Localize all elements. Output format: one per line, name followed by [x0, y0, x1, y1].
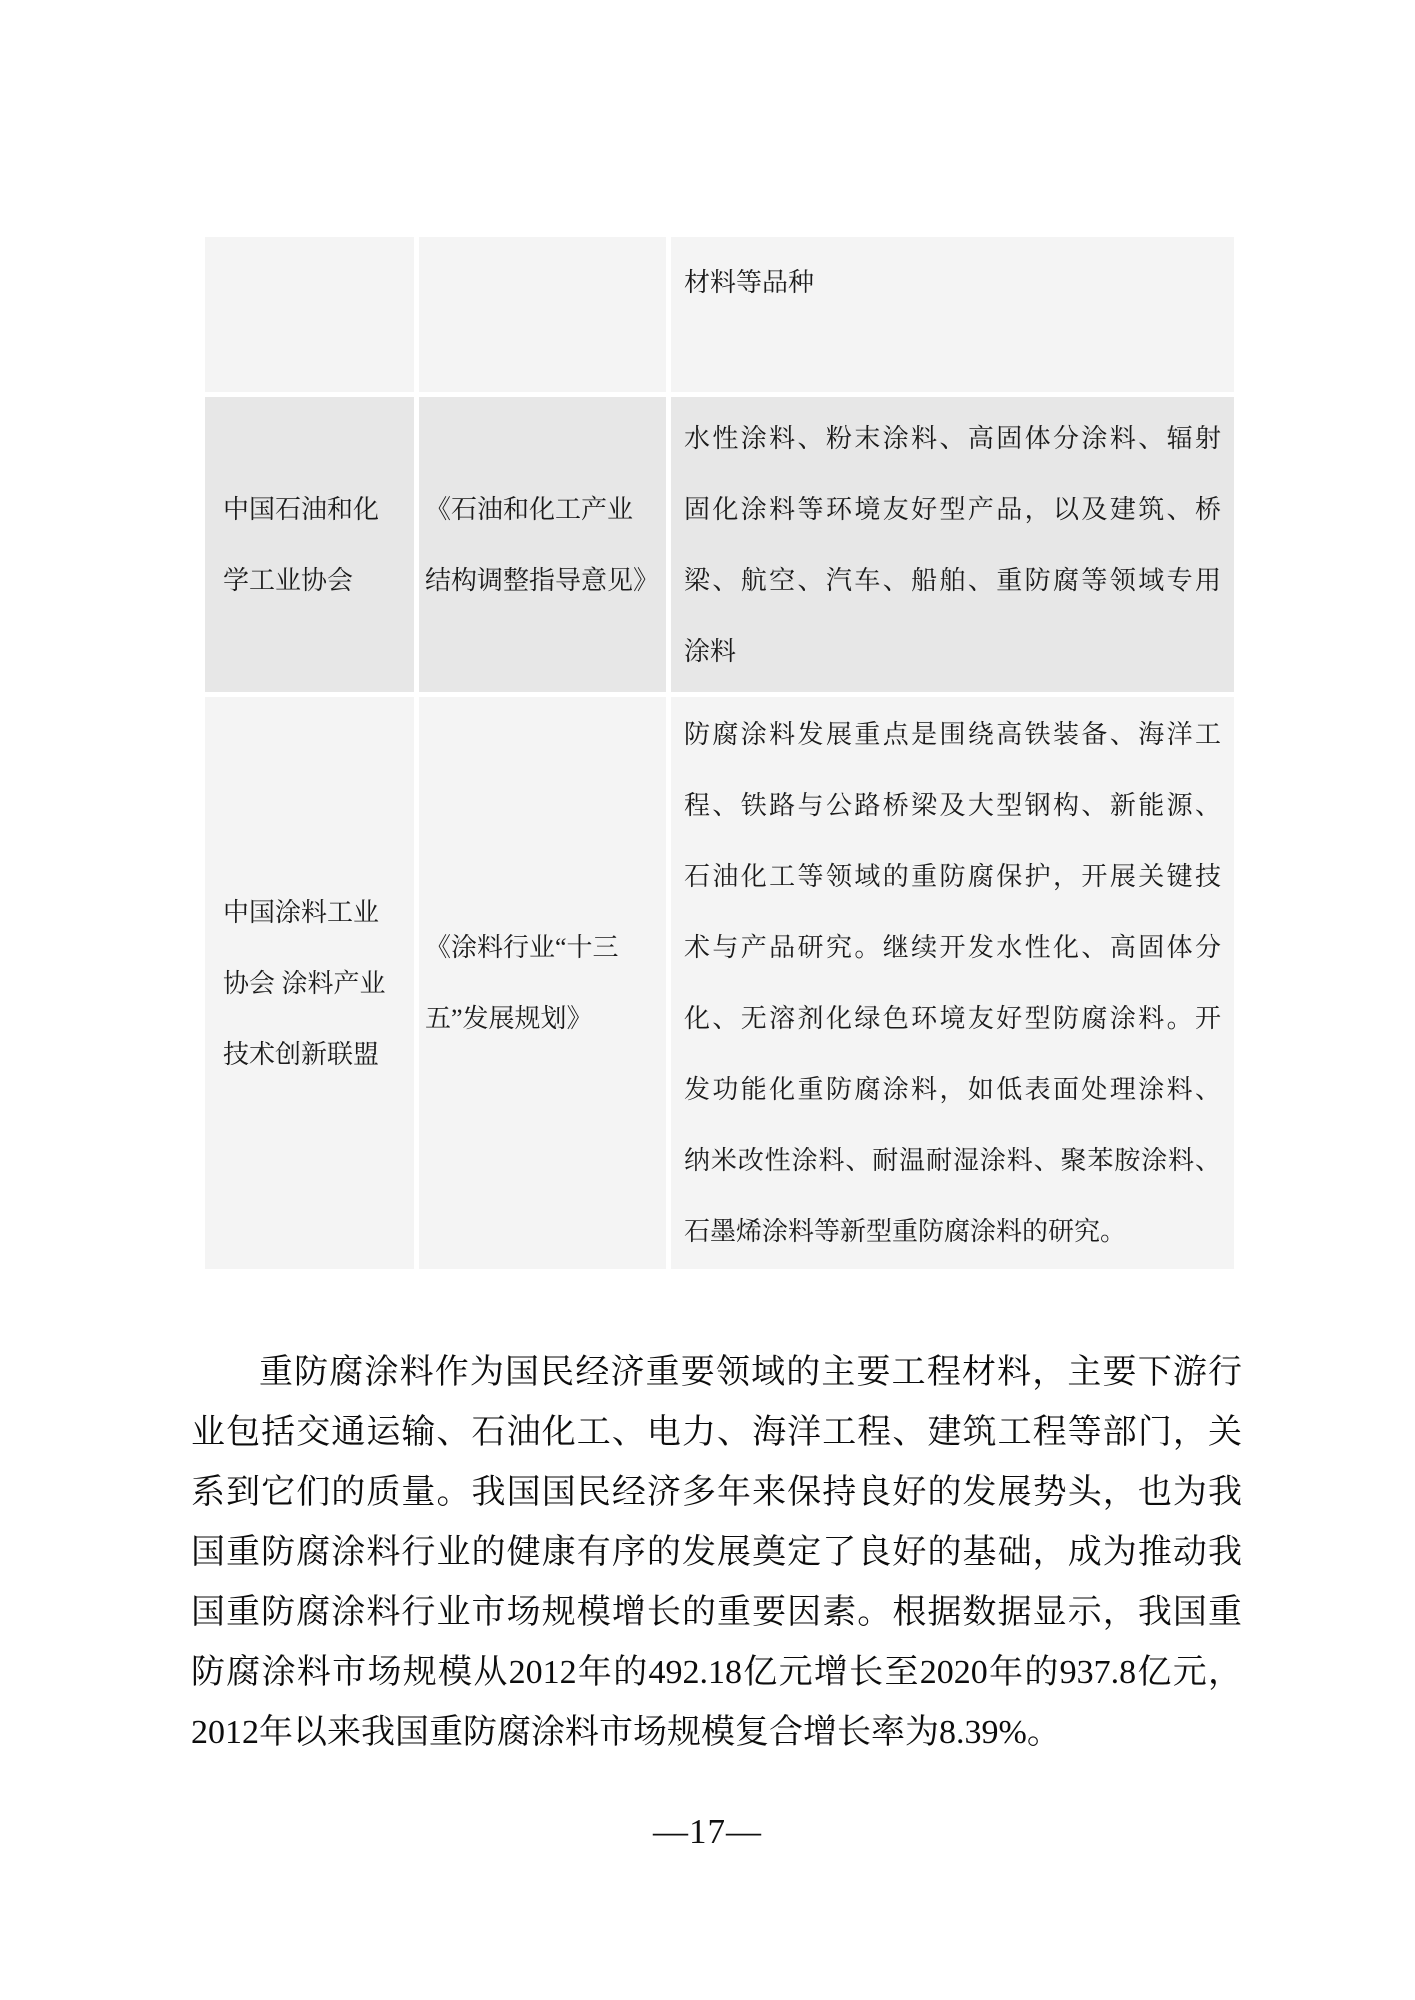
- table-cell-association-row1: [205, 237, 414, 392]
- policy-table: [205, 237, 1234, 1269]
- table-cell-policy-row3: 《涂料行业“十三 五”发展规划》: [419, 697, 666, 1269]
- table-cell-content-row2: 水性涂料、粉末涂料、高固体分涂料、辐射 固化涂料等环境友好型产品，以及建筑、桥 梁、航空、汽车、船舶、重防腐等领域专用 涂料: [671, 397, 1234, 692]
- page-number: —17—: [653, 1812, 762, 1851]
- table-cell-content-row1: 材料等品种: [671, 237, 1234, 392]
- table-cell-policy-row2: 《石油和化工产业 结构调整指导意见》: [419, 397, 666, 692]
- body-paragraph: 重防腐涂料作为国民经济重要领域的主要工程材料，主要下游行 业包括交通运输、石油化工、电力、海洋工程、建筑工程等部门，关 系到它们的质量。我国国民经济多年来保持良好的发展势头，也为我 国重防腐涂料行业的健康有序的发展奠定了良好的基础，成为推动我 国重防腐涂料行业市场规模增长的重要因素。根据数据显示，我国重 防腐涂料市场规模从2012年的492.18亿元增长至2020年的937.8亿元， 2012年以来我国重防腐涂料市场规模复合增长率为8.39%。: [191, 1354, 1242, 1751]
- table-cell-content-row3: 防腐涂料发展重点是围绕高铁装备、海洋工 程、铁路与公路桥梁及大型钢构、新能源、 石油化工等领域的重防腐保护，开展关键技 术与产品研究。继续开发水性化、高固体分 化、无溶剂化绿色环境友好型防腐涂料。开 发功能化重防腐涂料，如低表面处理涂料、 纳米改性涂料、耐温耐湿涂料、聚苯胺涂料、 石墨烯涂料等新型重防腐涂料的研究。: [671, 697, 1234, 1269]
- table-cell-association-row2: 中国石油和化 学工业协会: [205, 397, 414, 692]
- table-cell-policy-row1: [419, 237, 666, 392]
- table-cell-association-row3: 中国涂料工业 协会 涂料产业 技术创新联盟: [205, 697, 414, 1269]
